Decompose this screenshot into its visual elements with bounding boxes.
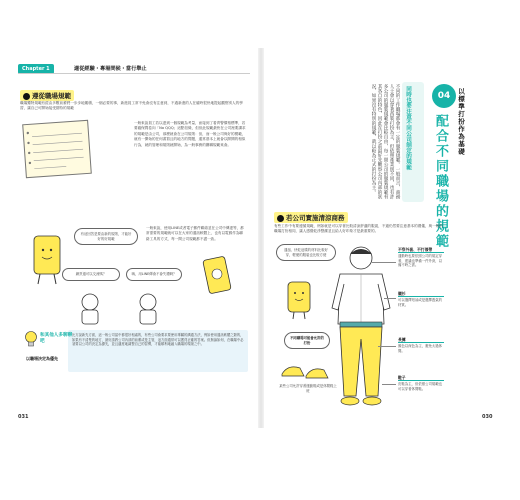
speech-bubble-2: 網頁還可以交流嗎？	[62, 268, 120, 281]
label-pants-title: 長褲	[398, 338, 444, 343]
paragraph-2: 一般來說，使用LINE或者電子郵件聯絡並在公司中傳達等，都常需要的規範就可以在大家的通訊軟體上，也有以電郵作為聯絡工具的方式，每一間公司規範都不盡一致。	[146, 226, 244, 241]
notebook-lines-icon	[23, 121, 93, 179]
section-number-badge: 04	[432, 84, 456, 108]
intro-text: 職場獨特規範有經由多數前輩們一步步地累積，一個必要的事，新進員工常不免會沒有注意到，不過新進的人在確時很快地提起觀察別人的學習，讓自己可開始接受期待的規範	[20, 101, 243, 111]
worried-person-left-icon	[70, 290, 110, 328]
speech-bubble-3: 咦，用LINE傳會不會失禮啊？	[126, 268, 182, 281]
worried-person-right-icon	[128, 290, 168, 328]
bullet-icon-2	[277, 215, 284, 222]
tip-sublabel: 以職場決定為優先	[26, 356, 58, 361]
section-heading-2-text: 若公司實施清涼商務	[286, 214, 345, 222]
label-shirt	[398, 292, 444, 307]
smartphone-illustration-icon	[196, 256, 240, 298]
leader-line-pants	[378, 346, 396, 347]
leader-line-shoes	[382, 384, 396, 385]
page-number-right: 030	[482, 414, 493, 420]
sneakers-caption: 某些公司允許穿著運動鞋或是休閒鞋上班	[279, 384, 337, 394]
yellow-character-icon	[284, 276, 314, 320]
sneakers-icon	[280, 358, 330, 382]
section-heading	[20, 90, 74, 101]
vertical-title: 配合不同職場的規範	[433, 114, 448, 249]
section-title: 適從經驗・專場問候・當行舉止	[74, 66, 147, 72]
notebook-illustration	[22, 120, 92, 178]
label-no-tie	[398, 248, 444, 268]
lightbulb-icon	[24, 330, 38, 348]
vertical-subtitle: 以標準打扮作為基礎	[457, 88, 465, 156]
intro-text-2: 有些工作中有要遵循規範，例如就是可以穿著比較清涼舒適的服裝，不過仍然要注意基本的禮儀，與一般的職場打扮相同，讓人感覺乾淨整潔並且給人好印象才是最重要的。	[274, 224, 443, 234]
tip-label: 和其他人多聊聊吧	[40, 333, 73, 344]
bullet-icon	[23, 93, 30, 100]
tip-text: 比方說新先方面，這一般公司當中都很好相處的，有些公司會要求要使用專屬的溝通方法，例如使用通訊軟體之類的，如果有不清楚的地方，最好請教公司內部的前輩或是主管，這方面通常可以獲得正確的答案。但無論如何，在職場中必須要以公司的決定為優先，並且適度地調整自己的習慣，才能順利地融入職場的環境之中。	[72, 333, 244, 347]
label-no-tie-desc: 通勤時也要依照公司的規定穿著，建議也準備一件外套，以備不時之需。	[398, 254, 443, 268]
chapter-tag: Chapter 1	[18, 64, 54, 74]
vertical-body-text: 不同的工作職場都會有一定的服裝規範。一般而言，商務人士會以穿著西裝打扮為主，但依照產業別不同，也有許多公司的服裝規範會比較自由，每一間公司的服裝規範有其各自的特色，因此在打扮之前最好先觀察公司內部的狀況，如果沒有特別的規範，就以較為正式的打扮為主。	[371, 84, 400, 199]
label-pants	[398, 338, 444, 353]
section-heading-text: 遵從職場規範	[32, 92, 71, 100]
label-shoes-title: 鞋子	[398, 376, 444, 381]
label-shoes-desc: 皮鞋為主，但依照公司規範也可以穿著休閒鞋。	[398, 382, 443, 391]
paragraph-1: 一般來說員工若以達到一個規範為考量，而接到了看齊警償格標準，若要確保問卷向「No QQQ」這點信條，但但此規範最快在公司裡要講求的規範是由公司，那麼就會在公司規則：但，而一般公司與好的模範，就有一開始的任何書寫且的地方的問題，通常基本上就會以開開的相似行為，就的管理和規則就開始，為一般事務的關聯規範來會。	[134, 121, 246, 147]
speech-bubble-a: 通風、快乾這樣的材料比較好穿，輕便的服裝也比較方便	[276, 244, 336, 261]
book-gutter	[258, 48, 264, 428]
header-divider	[18, 73, 250, 74]
label-shoes	[398, 376, 444, 391]
label-pants-desc: 顏色以深色為主，避免太過休閒。	[398, 344, 443, 353]
leader-line-tie	[372, 262, 396, 263]
label-no-tie-title: 不穿外套、不打領帶	[398, 248, 444, 253]
label-shirt-desc: 可以選擇短袖或是選擇透氣的材質。	[398, 298, 443, 307]
speech-bubble-b: 不同職場可能會允許的打扮	[284, 332, 330, 349]
leader-line-shirt	[384, 298, 396, 299]
section-heading-2	[274, 212, 348, 223]
label-shirt-title: 襯衫	[398, 292, 444, 297]
page-number-left: 031	[18, 414, 29, 420]
speech-bubble-1: 有這回答是要由新的規則，才能好好的好規範	[74, 228, 138, 245]
teal-heading: 同時也要注意不同公司制定的規範	[405, 86, 411, 170]
